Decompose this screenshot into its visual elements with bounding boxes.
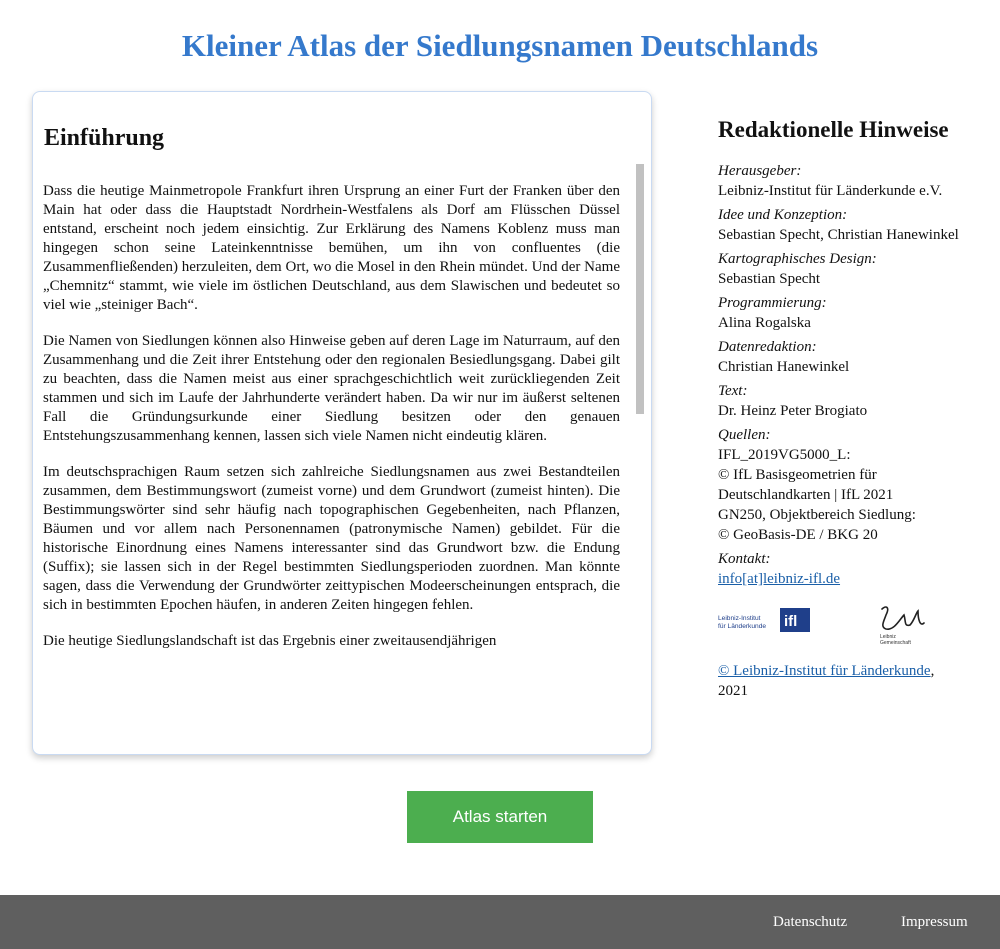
source-line: GN250, Objektbereich Siedlung:: [718, 507, 916, 523]
intro-heading: Einführung: [44, 125, 165, 151]
info-contact: [718, 549, 968, 589]
info-value: Sebastian Specht, Christian Hanewinkel: [718, 227, 959, 243]
info-publisher: [718, 161, 968, 201]
page-title: Kleiner Atlas der Siedlungsnamen Deutschlands: [181, 28, 819, 63]
leibniz-logo-text-1: Leibniz: [880, 634, 896, 640]
info-label: Kontakt:: [718, 551, 771, 567]
info-label: Text:: [718, 383, 748, 399]
contact-email-link[interactable]: info[at]leibniz-ifl.de: [718, 571, 841, 587]
copyright-year: , 2021: [718, 663, 935, 699]
ifl-logo-text-2: für Länderkunde: [718, 623, 767, 630]
source-line: IFL_2019VG5000_L:: [718, 447, 851, 463]
info-sources: [718, 425, 968, 545]
info-label: Idee und Konzeption:: [718, 207, 848, 223]
info-label: Quellen:: [718, 427, 771, 443]
info-label: Programmierung:: [718, 295, 827, 311]
info-design: [718, 249, 968, 289]
source-line: © GeoBasis-DE / BKG 20: [718, 527, 878, 543]
ifl-logo-text-1: Leibniz-Institut: [718, 615, 761, 622]
intro-scrollbar-thumb[interactable]: [636, 164, 644, 414]
info-value: Christian Hanewinkel: [718, 359, 850, 375]
copyright-link[interactable]: © Leibniz-Institut für Länderkunde: [718, 663, 931, 679]
info-programming: [718, 293, 968, 333]
leibniz-signature-mark: [882, 607, 924, 629]
intro-text-scroll-area[interactable]: [43, 182, 620, 750]
info-value: Dr. Heinz Peter Brogiato: [718, 403, 868, 419]
intro-card: [32, 91, 652, 755]
sidebar-heading: Redaktionelle Hinweise: [718, 117, 949, 142]
leibniz-logo-text-2: Gemeinschaft: [880, 640, 911, 645]
info-text: [718, 381, 968, 421]
info-concept: [718, 205, 968, 245]
intro-paragraph: Im deutschsprachigen Raum setzen sich zahlreiche Siedlungsnamen aus zwei Bestandteilen zusammen, dem Bestimmungswort (zumeist vorne) und dem Grundwort (zumeist hinten). Die Bestimmungswörter sind sehr häufig nach topographischen Gegebenheiten, nach Pflanzen, Bäumen und vor allem nach Personennamen (patronymische Namen) gebildet. Für die historische Einordnung eines Namens interessanter sind das Grundwort bzw. die Endung (Suffix); sie lassen sich in der Regel bestimmten Siedlungsperioden zuordnen. Man könnte sagen, dass die Verwendung der Grundwörter zeittypischen Modeerscheinungen entsprach, die sich in bestimmten Epochen häufen, in anderen Zeiten hingegen fehlen.: [43, 464, 620, 613]
ifl-logo[interactable]: [718, 607, 812, 635]
editorial-notes-sidebar: [718, 114, 968, 701]
logo-row: [718, 601, 968, 647]
info-data-editing: [718, 337, 968, 377]
intro-scrollbar[interactable]: [636, 164, 644, 750]
imprint-link[interactable]: Impressum: [901, 914, 968, 930]
start-atlas-button[interactable]: Atlas starten: [407, 791, 593, 843]
leibniz-gemeinschaft-logo[interactable]: [874, 601, 930, 645]
intro-paragraph: Die heutige Siedlungslandschaft ist das Ergebnis einer zweitausendjährigen: [43, 633, 497, 649]
copyright-notice: [718, 661, 968, 701]
info-value: Leibniz-Institut für Länderkunde e.V.: [718, 183, 943, 199]
info-value: Sebastian Specht: [718, 271, 821, 287]
footer: [0, 895, 1000, 949]
source-line: © IfL Basisgeometrien für Deutschlandkarten | IfL 2021: [718, 467, 894, 503]
info-label: Herausgeber:: [718, 163, 802, 179]
intro-paragraph: Die Namen von Siedlungen können also Hinweise geben auf deren Lage im Naturraum, auf den Zusammenhang und die Zeit ihrer Entstehung oder den regionalen Besiedlungsgang. Dabei gilt zu beachten, dass die Namen meist aus einer sprachgeschichtlich weit zurückliegenden Zeit stammen und sich im Laufe der Jahrhunderte verändert haben. Da wir nur im äußerst seltenen Fall die Gründungsurkunde einer Siedlung besitzen oder den genauen Entstehungszusammenhang kennen, lassen sich viele Namen nicht eindeutig klären.: [43, 333, 620, 444]
ifl-logo-mark: ifl: [784, 613, 798, 630]
info-value: Alina Rogalska: [718, 315, 811, 331]
privacy-link[interactable]: Datenschutz: [773, 914, 848, 930]
intro-paragraph: Dass die heutige Mainmetropole Frankfurt ihren Ursprung an einer Furt der Franken über den Main hat oder dass die Hauptstadt Nordrhein-Westfalens als Dorf am Flüsschen Düssel entstand, erscheint noch jedem einsichtig. Zur Erklärung des Namens Koblenz muss man hingegen schon seine Lateinkenntnisse bemühen, um ihn von confluentes (die Zusammenfließenden) herzuleiten, dem Ort, wo die Mosel in den Rhein mündet. Und der Name „Chemnitz“ stammt, wie viele im östlichen Deutschland, aus dem Slawischen und bedeutet so viel wie „steiniger Bach“.: [43, 183, 620, 313]
info-label: Kartographisches Design:: [718, 251, 877, 267]
info-label: Datenredaktion:: [718, 339, 817, 355]
